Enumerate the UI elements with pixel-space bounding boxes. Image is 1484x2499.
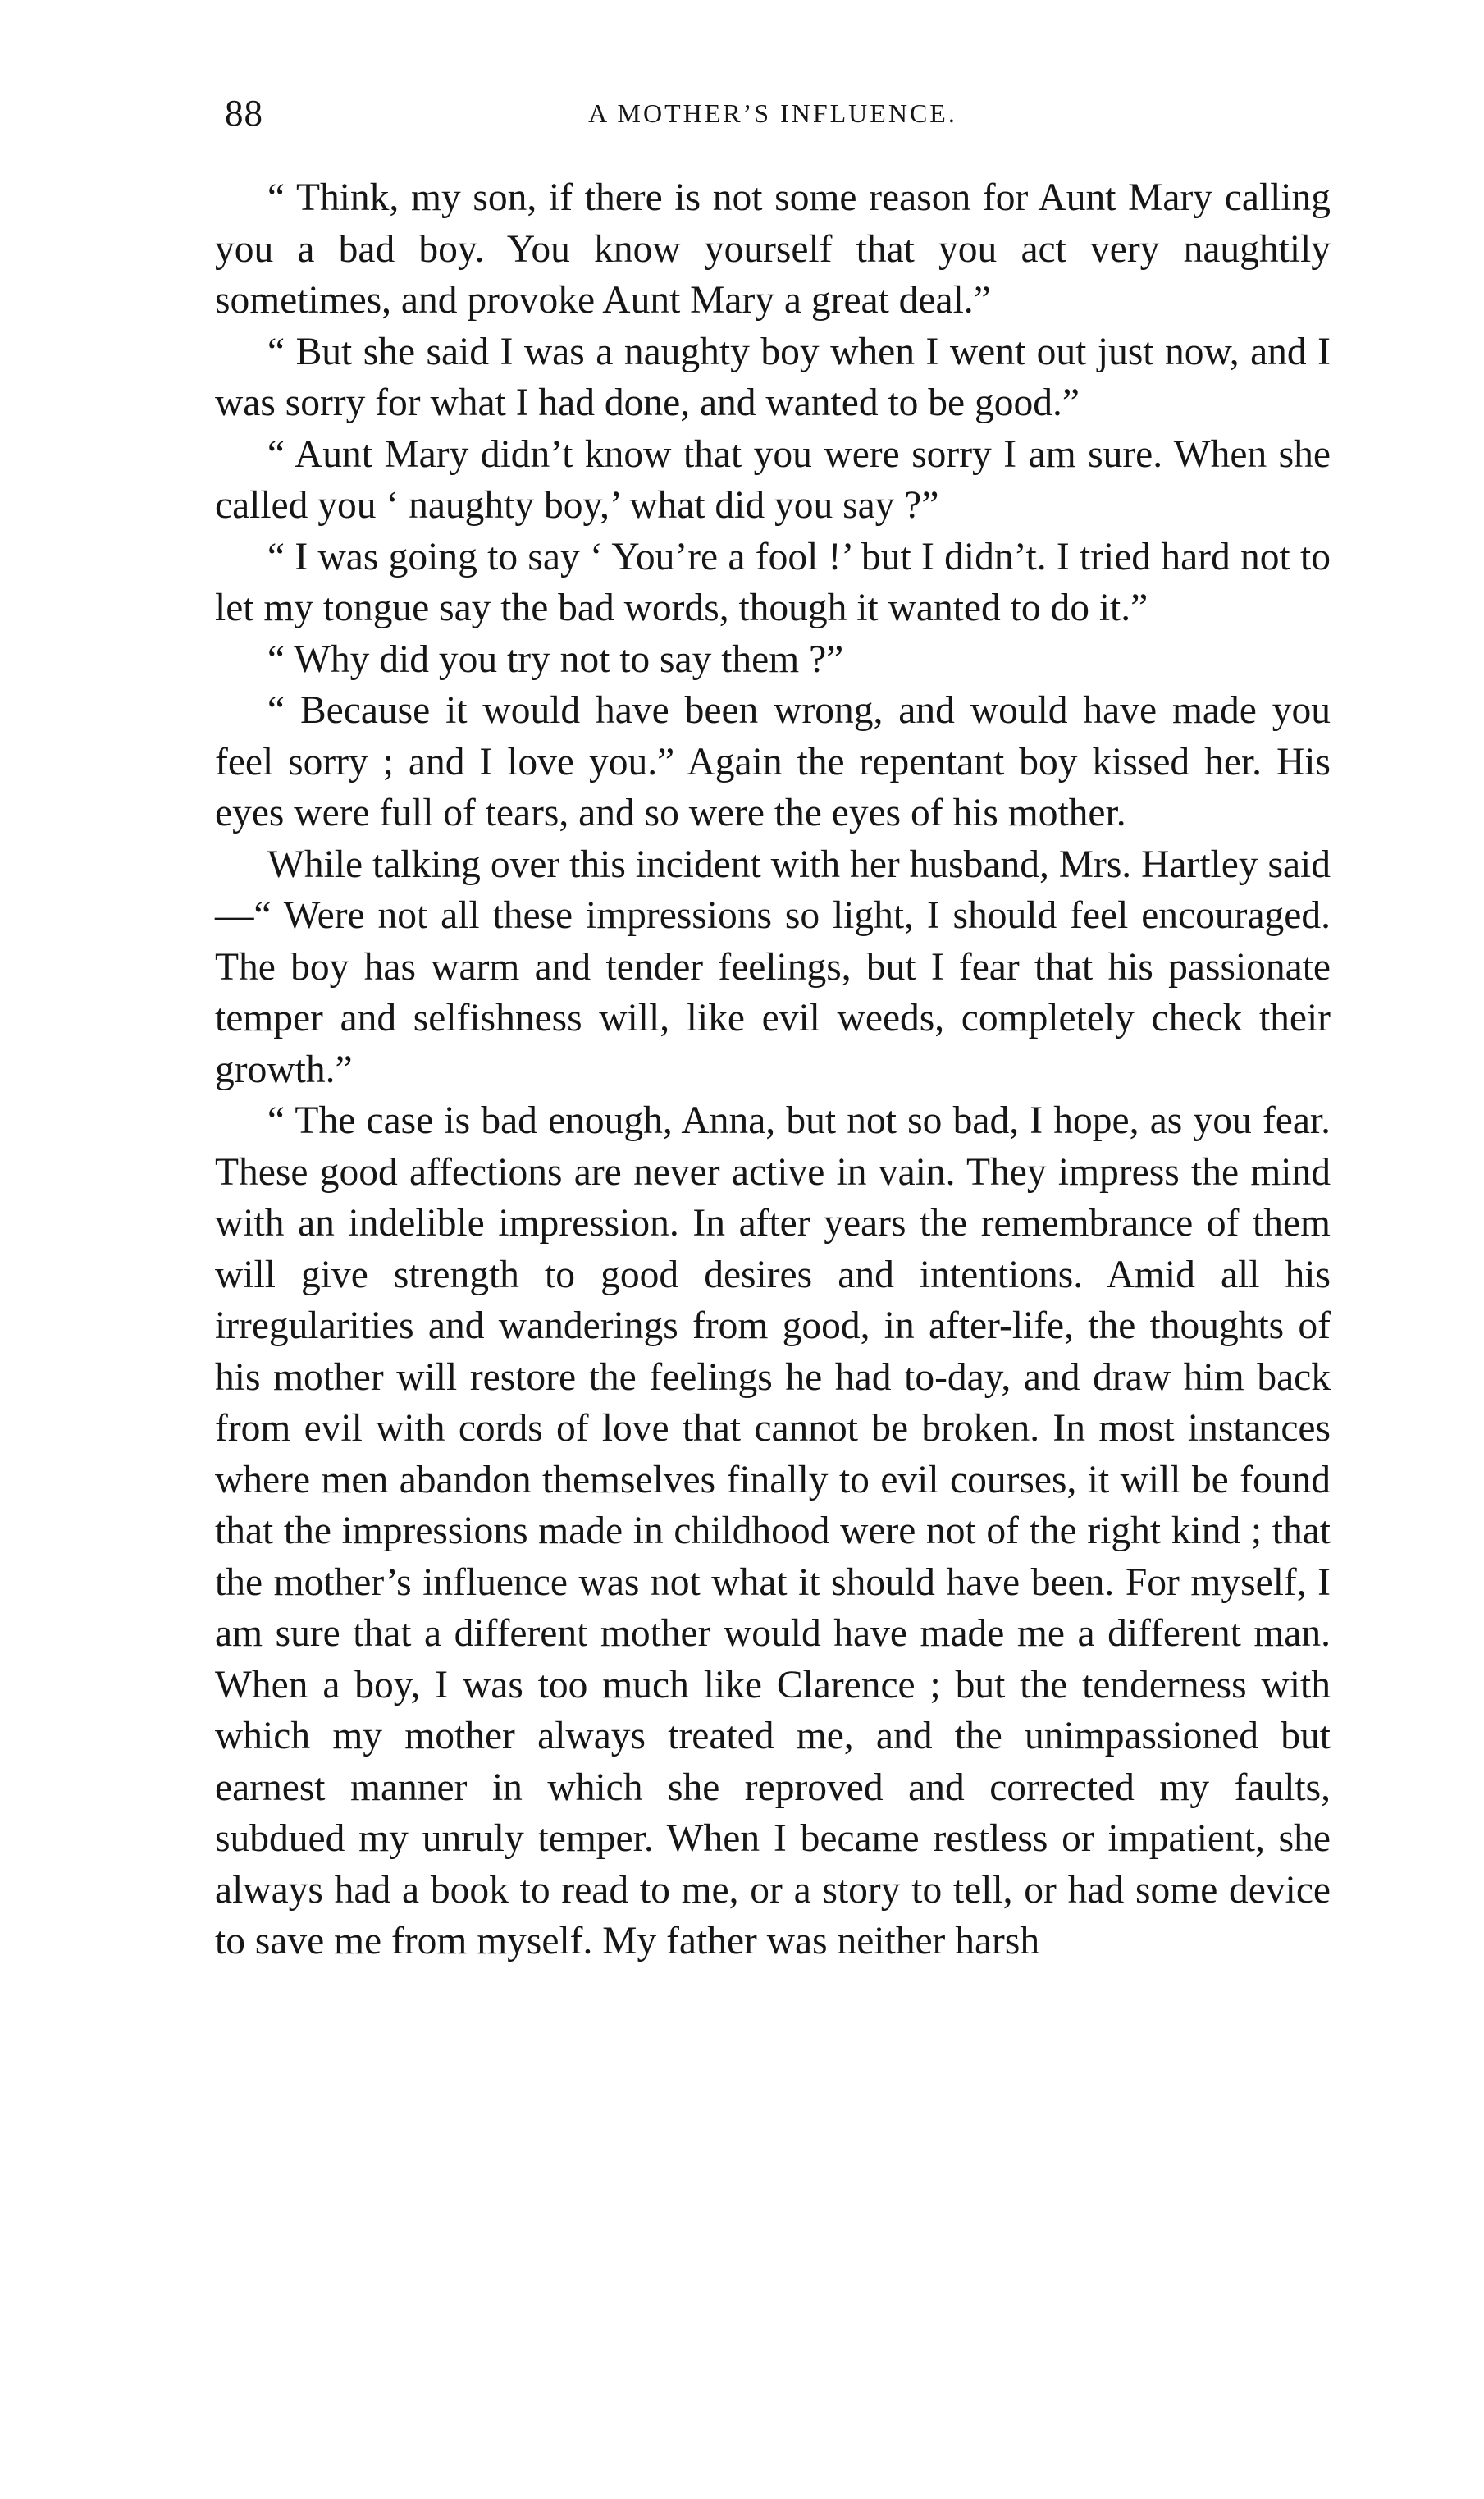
paragraph: While talking over this incident with her husband, Mrs. Hartley said—“ Were not all these impressions so light, I should feel encouraged. The boy has warm and tender feelings, but I fear that his passionate temper and selfishness will, like evil weeds, completely check their growth.” <box>215 843 1331 1091</box>
paragraph: “ But she said I was a naughty boy when I went out just now, and I was sorry for what I had done, and wanted to be good.” <box>215 330 1331 424</box>
paragraph: “ The case is bad enough, Anna, but not so bad, I hope, as you fear. These good affections are never active in vain. They impress the mind with an indelible impression. In after years the remembrance of them will give strength to good desires and intentions. Amid all his irregularities and wanderings from good, in after-life, the thoughts of his mother will restore the feelings he had to-day, and draw him back from evil with cords of love that cannot be broken. In most instances where men abandon themselves finally to evil courses, it will be found that the impressions made in childhood were not of the right kind ; that the mother’s influence was not what it should have been. For myself, I am sure that a different mother would have made me a different man. When a boy, I was too much like Clarence ; but the tenderness with which my mother always treated me, and the unimpassioned but earnest manner in which she reproved and corrected my faults, subdued my unruly temper. When I became restless or impatient, she always had a book to read to me, or a story to tell, or had some device to save me from myself. My father was neither harsh <box>215 1099 1331 1962</box>
paragraph: “ I was going to say ‘ You’re a fool !’ but I didn’t. I tried hard not to let my tongue say the bad words, though it wanted to do it.” <box>215 535 1331 629</box>
page-header <box>215 92 1331 141</box>
paragraph: “ Because it would have been wrong, and would have made you feel sorry ; and I love you.” Again the repentant boy kissed her. His eyes were full of tears, and so were the eyes of his mother. <box>215 689 1331 834</box>
paragraph: “ Aunt Mary didn’t know that you were sorry I am sure. When she called you ‘ naughty boy,’ what did you say ?” <box>215 432 1331 527</box>
page-number: 88 <box>225 93 263 134</box>
running-title: A MOTHER’S INFLUENCE. <box>588 98 957 128</box>
paragraph: “ Think, my son, if there is not some reason for Aunt Mary calling you a bad boy. You know yourself that you act very naughtily sometimes, and provoke Aunt Mary a great deal.” <box>215 176 1331 322</box>
paragraph: “ Why did you try not to say them ?” <box>267 637 844 681</box>
body-text <box>215 172 1331 1967</box>
